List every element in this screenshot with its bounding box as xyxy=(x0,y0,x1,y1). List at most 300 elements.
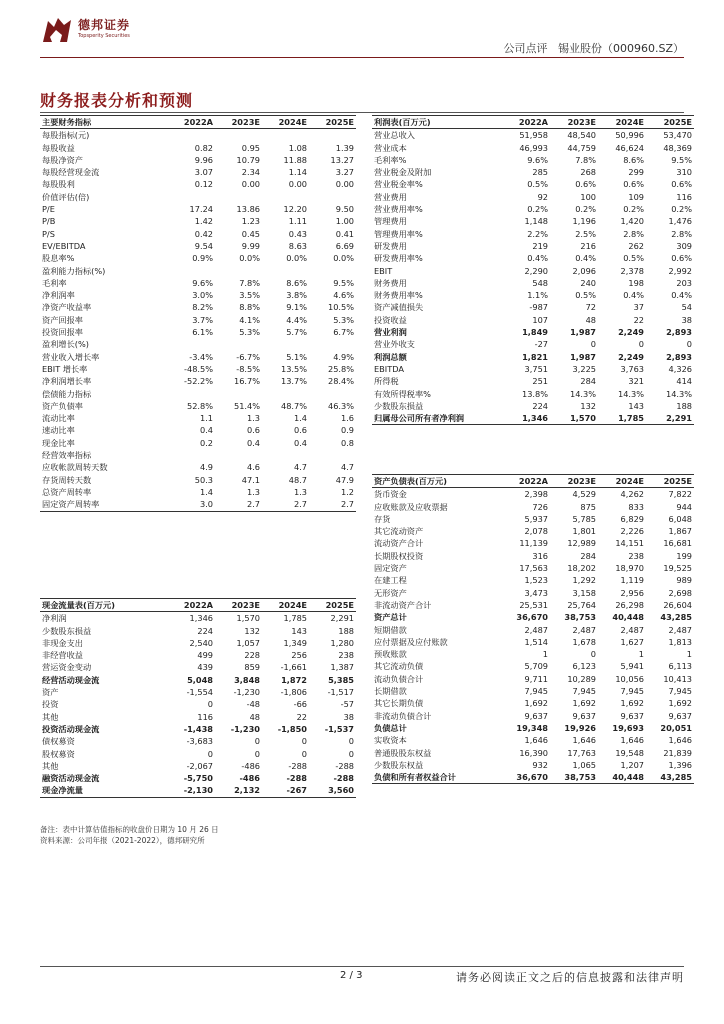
source-line: 资料来源：公司年报（2021-2022），德邦研究所 xyxy=(40,836,205,845)
cell-value: 72 xyxy=(585,302,596,313)
row-label: 财务费用率% xyxy=(374,290,423,301)
cell-value: 5,785 xyxy=(572,513,596,524)
cell-value: 0 xyxy=(207,699,213,710)
section-title: 财务报表分析和预测 xyxy=(40,91,194,110)
year-header: 2024E xyxy=(615,476,644,486)
cell-value: 3.5% xyxy=(239,290,260,301)
cell-value: -8.5% xyxy=(236,363,260,374)
cell-value: 14.3% xyxy=(665,388,692,399)
year-header: 2025E xyxy=(663,117,692,127)
table-row xyxy=(40,772,356,784)
cell-value: 224 xyxy=(532,400,548,411)
cell-value: 12.20 xyxy=(283,204,307,215)
row-label: 少数股东权益 xyxy=(374,759,424,770)
row-label: 净利润率 xyxy=(42,290,75,301)
cell-value: 3.7% xyxy=(192,314,213,325)
cell-value: 1,346 xyxy=(189,613,213,624)
cell-value: 439 xyxy=(197,662,213,673)
cell-value: 43,285 xyxy=(660,772,692,783)
row-label: P/E xyxy=(42,204,55,215)
cell-value: 48.7% xyxy=(280,400,307,411)
cell-value: 46.3% xyxy=(327,400,354,411)
cell-value: 2,132 xyxy=(234,785,260,796)
cell-value: 4,262 xyxy=(620,489,644,500)
company-name: 锡业股份（000960.SZ） xyxy=(557,42,684,55)
row-label: 流动负债合计 xyxy=(374,673,424,684)
cell-value: 859 xyxy=(244,662,260,673)
table-header-row xyxy=(40,599,356,612)
cell-value: 2,249 xyxy=(618,351,644,362)
cell-value: 107 xyxy=(532,314,548,325)
cell-value: 36,670 xyxy=(516,772,548,783)
cell-value: 1,065 xyxy=(572,759,596,770)
header-divider xyxy=(40,57,684,58)
cell-value: 4.1% xyxy=(239,314,260,325)
cell-value: 548 xyxy=(532,277,548,288)
row-label: 每股指标(元) xyxy=(42,130,90,141)
year-header: 2023E xyxy=(567,476,596,486)
table-row xyxy=(40,277,356,289)
cell-value: 40,448 xyxy=(612,612,644,623)
row-label: 其他 xyxy=(42,760,59,771)
cell-value: 0 xyxy=(301,748,307,759)
row-label: 投资收益 xyxy=(374,314,407,325)
cell-value: 1,387 xyxy=(330,662,354,673)
cell-value: 25.8% xyxy=(327,363,354,374)
row-label: 融资活动现金流 xyxy=(42,773,100,784)
cell-value: -1,806 xyxy=(280,687,307,698)
row-label: 存货周转天数 xyxy=(42,474,92,485)
cell-value: 3.8% xyxy=(286,290,307,301)
cell-value: -2,067 xyxy=(186,760,213,771)
cell-value: 5.3% xyxy=(333,314,354,325)
cell-value: 1,570 xyxy=(570,413,596,424)
row-label: 净利润 xyxy=(42,613,67,624)
table-row xyxy=(40,240,356,252)
main-indicators-table xyxy=(40,115,356,512)
cell-value xyxy=(168,265,215,277)
cell-value: 51,958 xyxy=(519,130,548,141)
cell-value: 10.79 xyxy=(236,154,260,165)
row-label: 现金比率 xyxy=(42,437,75,448)
cell-value: 26,298 xyxy=(615,599,644,610)
row-label: 长期股权投资 xyxy=(374,550,424,561)
row-label: 资产 xyxy=(42,687,59,698)
table-title: 利润表(百万元) xyxy=(374,117,431,127)
table-row xyxy=(40,203,356,215)
row-label: 每股股利 xyxy=(42,179,75,190)
table-row xyxy=(40,674,356,686)
cell-value: 0.9 xyxy=(340,425,354,436)
table-row xyxy=(372,314,694,326)
cell-value: 1,872 xyxy=(281,674,307,685)
table-row xyxy=(40,252,356,264)
cell-value: 2,398 xyxy=(524,489,548,500)
row-label: 营业税金率% xyxy=(374,179,423,190)
table-row xyxy=(40,129,356,142)
row-label: 非流动负债合计 xyxy=(374,710,432,721)
cell-value: 9,637 xyxy=(524,710,548,721)
cell-value: 2.7 xyxy=(340,499,354,510)
cell-value: 228 xyxy=(244,650,260,661)
cell-value: 240 xyxy=(580,277,596,288)
cell-value: 54 xyxy=(681,302,692,313)
cell-value: 22 xyxy=(296,711,307,722)
cell-value: 1.11 xyxy=(288,216,307,227)
table-row xyxy=(40,486,356,498)
year-header: 2023E xyxy=(231,117,260,127)
cell-value: 0.5% xyxy=(527,179,548,190)
legal-disclaimer: 请务必阅读正文之后的信息披露和法律声明 xyxy=(456,971,684,984)
cell-value: 1.4 xyxy=(293,413,307,424)
table-row xyxy=(372,289,694,301)
cell-value xyxy=(262,265,309,277)
row-label: 每股经营现金流 xyxy=(42,167,100,178)
cell-value xyxy=(215,129,262,142)
cell-value: 9,637 xyxy=(572,710,596,721)
table-row xyxy=(40,166,356,178)
row-label: 营运资金变动 xyxy=(42,662,92,673)
cell-value: 199 xyxy=(676,550,692,561)
cell-value: 38 xyxy=(681,314,692,325)
cell-value: 19,348 xyxy=(516,722,548,733)
cell-value: 43,285 xyxy=(660,612,692,623)
cell-value: 188 xyxy=(676,400,692,411)
table-row xyxy=(372,611,694,623)
cell-value: 0.00 xyxy=(241,179,260,190)
cell-value: 9.54 xyxy=(194,240,213,251)
cell-value: 38 xyxy=(343,711,354,722)
cell-value: 2,893 xyxy=(666,327,692,338)
cell-value: 3,560 xyxy=(328,785,354,796)
cell-value: 1,207 xyxy=(620,759,644,770)
row-label: 非现金支出 xyxy=(42,637,83,648)
cell-value: 1,570 xyxy=(236,613,260,624)
cell-value: 143 xyxy=(291,625,307,636)
cell-value: 1.1 xyxy=(199,413,213,424)
cell-value: -1,554 xyxy=(186,687,213,698)
cell-value: 1.23 xyxy=(241,216,260,227)
table-row xyxy=(40,326,356,338)
cell-value: 8.6% xyxy=(286,277,307,288)
cell-value: 3,158 xyxy=(572,587,596,598)
row-label: 营业总收入 xyxy=(374,130,415,141)
cell-value: 1 xyxy=(542,649,548,660)
cell-value: 3,751 xyxy=(524,363,548,374)
year-header: 2022A xyxy=(518,117,548,127)
cell-value: 0.43 xyxy=(288,228,307,239)
cell-value: 0 xyxy=(301,736,307,747)
row-label: 营业利润 xyxy=(374,327,407,338)
row-label: 应收帐款周转天数 xyxy=(42,462,108,473)
cell-value: -1,850 xyxy=(277,723,307,734)
cell-value: 7,822 xyxy=(668,489,692,500)
cell-value: 1,396 xyxy=(668,759,692,770)
table-row xyxy=(372,178,694,190)
table-row xyxy=(372,636,694,648)
table-row xyxy=(40,760,356,772)
cell-value: 2,487 xyxy=(524,624,548,635)
row-label: EBIT 增长率 xyxy=(42,363,88,374)
cell-value: 2.34 xyxy=(241,167,260,178)
cell-value: 16,390 xyxy=(519,747,548,758)
section-divider xyxy=(40,112,684,113)
cell-value: 1,514 xyxy=(524,636,548,647)
cell-value: 219 xyxy=(532,240,548,251)
cell-value: 4.9 xyxy=(199,462,213,473)
cell-value: 0.0% xyxy=(286,253,307,264)
cell-value: 0 xyxy=(686,339,692,350)
table-row xyxy=(372,734,694,746)
year-header: 2023E xyxy=(567,117,596,127)
table-row xyxy=(372,215,694,227)
row-label: 投资 xyxy=(42,699,59,710)
row-label: 固定资产 xyxy=(374,563,407,574)
row-label: 投资回报率 xyxy=(42,327,83,338)
cell-value: 188 xyxy=(338,625,354,636)
row-label: 毛利率 xyxy=(42,277,67,288)
cell-value: 251 xyxy=(532,376,548,387)
cell-value: 2,992 xyxy=(668,265,692,276)
cell-value: -3,683 xyxy=(186,736,213,747)
cell-value: -3.4% xyxy=(189,351,213,362)
cell-value: 0.6% xyxy=(671,253,692,264)
cell-value: -5,750 xyxy=(183,773,213,784)
cell-value: 19,693 xyxy=(612,722,644,733)
cell-value: 18,970 xyxy=(615,563,644,574)
cell-value: 48,369 xyxy=(663,142,692,153)
cell-value: 25,531 xyxy=(519,599,548,610)
cell-value: -2,130 xyxy=(183,785,213,796)
cell-value: 1.3 xyxy=(246,413,260,424)
row-label: 每股收益 xyxy=(42,142,75,153)
cell-value: 5.1% xyxy=(286,351,307,362)
cell-value: 9,711 xyxy=(524,673,548,684)
cell-value: 0.6% xyxy=(575,179,596,190)
cell-value: 9.6% xyxy=(527,154,548,165)
row-label: 其它流动资产 xyxy=(374,526,424,537)
cell-value: 4.9% xyxy=(333,351,354,362)
cash-flow-table xyxy=(40,598,356,798)
cell-value: 0.4% xyxy=(623,290,644,301)
page-number: 2 / 3 xyxy=(340,970,363,981)
row-label: EV/EBITDA xyxy=(42,240,86,251)
row-label: 利润总额 xyxy=(374,351,407,362)
cell-value: 7.8% xyxy=(575,154,596,165)
cell-value: 10,056 xyxy=(615,673,644,684)
note-line: 备注：表中计算估值指标的收盘价日期为 10 月 26 日 xyxy=(40,825,219,834)
row-label: 营业费用 xyxy=(374,191,407,202)
cell-value: 19,548 xyxy=(615,747,644,758)
cell-value: 92 xyxy=(537,191,548,202)
row-label: 盈利能力指标(%) xyxy=(42,265,106,276)
cell-value: 1,987 xyxy=(570,327,596,338)
cell-value: 5,048 xyxy=(187,674,213,685)
cell-value: 9,637 xyxy=(668,710,692,721)
cell-value: 0.6 xyxy=(246,425,260,436)
cell-value: 7,945 xyxy=(620,686,644,697)
cell-value: 875 xyxy=(580,501,596,512)
cell-value: 1,692 xyxy=(620,698,644,709)
cell-value xyxy=(309,388,356,400)
doc-type: 公司点评 xyxy=(503,42,548,55)
cell-value: -1,517 xyxy=(327,687,354,698)
cell-value: 989 xyxy=(676,575,692,586)
cell-value: 1,692 xyxy=(572,698,596,709)
row-label: 经营活动现金流 xyxy=(42,674,100,685)
cell-value: -486 xyxy=(241,760,260,771)
table-row xyxy=(40,351,356,363)
row-label: 应付票据及应付账款 xyxy=(374,636,448,647)
year-header: 2022A xyxy=(518,476,548,486)
table-row xyxy=(40,412,356,424)
cell-value: 9.5% xyxy=(333,277,354,288)
table-row xyxy=(372,301,694,313)
cell-value: 132 xyxy=(244,625,260,636)
table-row xyxy=(40,191,356,203)
table-row xyxy=(372,129,694,142)
table-row xyxy=(372,191,694,203)
row-label: P/B xyxy=(42,216,56,227)
table-row xyxy=(40,375,356,387)
cell-value: 8.2% xyxy=(192,302,213,313)
table-row xyxy=(372,501,694,513)
table-row xyxy=(40,265,356,277)
cell-value: 0.82 xyxy=(194,142,213,153)
row-label: 管理费用率% xyxy=(374,228,423,239)
cell-value: 14.3% xyxy=(617,388,644,399)
cell-value: -48.5% xyxy=(184,363,213,374)
cell-value: 0.42 xyxy=(194,228,213,239)
cell-value: 6,048 xyxy=(668,513,692,524)
cell-value: 11.88 xyxy=(283,154,307,165)
cell-value: 5,941 xyxy=(620,661,644,672)
cell-value xyxy=(309,265,356,277)
table-row xyxy=(372,648,694,660)
table-row xyxy=(40,400,356,412)
table-row xyxy=(40,338,356,350)
cell-value: 0.6% xyxy=(671,179,692,190)
cell-value: 0.00 xyxy=(335,179,354,190)
cell-value: 0.4% xyxy=(575,253,596,264)
table-row xyxy=(372,513,694,525)
cell-value: 2,487 xyxy=(620,624,644,635)
year-header: 2023E xyxy=(231,600,260,610)
table-row xyxy=(40,154,356,166)
cell-value: 7,945 xyxy=(572,686,596,697)
cell-value: 3,763 xyxy=(620,363,644,374)
row-label: 短期借款 xyxy=(374,624,407,635)
cell-value: 44,759 xyxy=(567,142,596,153)
cell-value: 1,646 xyxy=(620,735,644,746)
cell-value: 2,249 xyxy=(618,327,644,338)
cell-value: 2.7 xyxy=(246,499,260,510)
cell-value: 2,096 xyxy=(572,265,596,276)
cell-value xyxy=(215,449,262,461)
cell-value: 2,291 xyxy=(666,413,692,424)
table-row xyxy=(372,673,694,685)
cell-value: 0.5% xyxy=(575,290,596,301)
cell-value: 284 xyxy=(580,376,596,387)
cell-value: 8.8% xyxy=(239,302,260,313)
cell-value: 4.6 xyxy=(246,462,260,473)
cell-value: 22 xyxy=(633,314,644,325)
year-header: 2025E xyxy=(325,117,354,127)
row-label: 营业费用率% xyxy=(374,204,423,215)
cell-value: 6,829 xyxy=(620,513,644,524)
cell-value: 100 xyxy=(580,191,596,202)
table-row xyxy=(372,599,694,611)
cell-value: 9.96 xyxy=(194,154,213,165)
table-row xyxy=(372,154,694,166)
cell-value: 28.4% xyxy=(327,376,354,387)
cell-value: 1,646 xyxy=(572,735,596,746)
cell-value xyxy=(262,129,309,142)
cell-value: 2,226 xyxy=(620,526,644,537)
cell-value: 5,709 xyxy=(524,661,548,672)
cell-value: 833 xyxy=(628,501,644,512)
cell-value: 3.0 xyxy=(199,499,213,510)
cell-value: 9.50 xyxy=(335,204,354,215)
cell-value: 944 xyxy=(676,501,692,512)
cell-value: 499 xyxy=(197,650,213,661)
cell-value: -288 xyxy=(286,773,307,784)
cell-value xyxy=(215,265,262,277)
row-label: 负债和所有者权益合计 xyxy=(374,772,456,783)
cell-value: -486 xyxy=(239,773,260,784)
cell-value: 1,346 xyxy=(522,413,548,424)
table-row xyxy=(40,178,356,190)
cell-value: 143 xyxy=(628,400,644,411)
cell-value: 47.9 xyxy=(335,474,354,485)
cell-value: 1,196 xyxy=(572,216,596,227)
year-header: 2022A xyxy=(183,600,213,610)
cell-value xyxy=(168,338,215,350)
cell-value: 262 xyxy=(628,240,644,251)
cell-value: 0.6% xyxy=(623,179,644,190)
cell-value: 2.2% xyxy=(527,228,548,239)
row-label: 普通股股东权益 xyxy=(374,747,432,758)
cell-value: 1.3 xyxy=(246,486,260,497)
cell-value: 203 xyxy=(676,277,692,288)
cell-value: 0 xyxy=(348,748,354,759)
cell-value: 13.7% xyxy=(280,376,307,387)
cell-value: 16,681 xyxy=(663,538,692,549)
table-row xyxy=(372,537,694,549)
cell-value: 18,202 xyxy=(567,563,596,574)
row-label: EBIT xyxy=(374,265,393,276)
row-label: 净资产收益率 xyxy=(42,302,92,313)
cell-value xyxy=(262,449,309,461)
cell-value: 20,051 xyxy=(660,722,692,733)
cell-value: -52.2% xyxy=(184,376,213,387)
row-label: 非流动资产合计 xyxy=(374,599,432,610)
table-row xyxy=(40,784,356,797)
cell-value xyxy=(215,388,262,400)
cell-value: 1,785 xyxy=(283,613,307,624)
row-label: 少数股东损益 xyxy=(42,625,92,636)
row-label: 实收资本 xyxy=(374,735,407,746)
table-row xyxy=(372,550,694,562)
cell-value xyxy=(262,338,309,350)
cell-value: -1,537 xyxy=(324,723,354,734)
table-row xyxy=(40,474,356,486)
cell-value: 1.4 xyxy=(199,486,213,497)
cell-value: 238 xyxy=(628,550,644,561)
cell-value: 13.5% xyxy=(280,363,307,374)
table-row xyxy=(40,142,356,154)
table-header-row xyxy=(372,116,694,129)
